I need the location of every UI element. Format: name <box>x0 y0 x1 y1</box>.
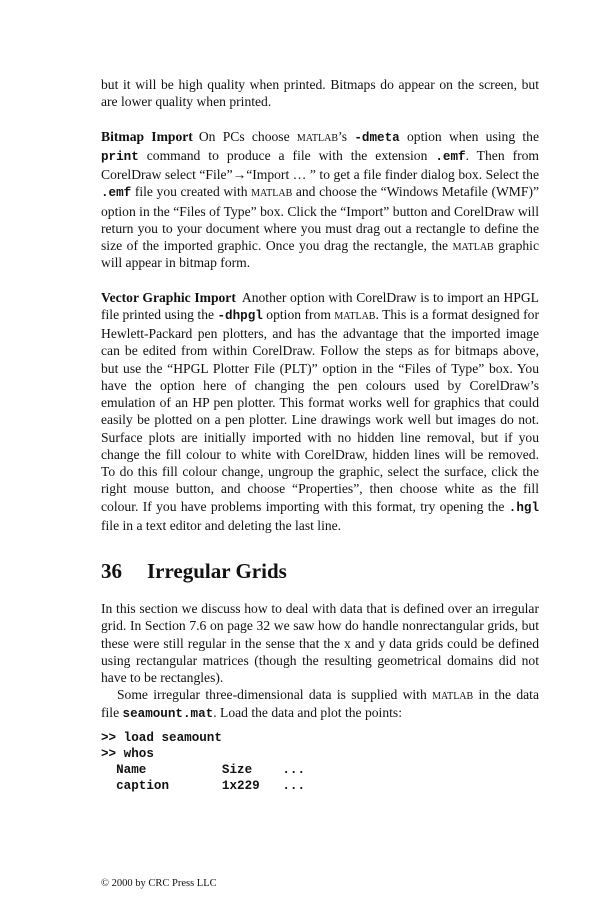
code-seamount-file: seamount.mat <box>122 706 214 721</box>
section-number: 36 <box>101 559 122 583</box>
code-emf-2: .emf <box>101 186 132 201</box>
paragraph-continuation: but it will be high quality when printed. Bitmaps do appear on the screen, but are lower quality when printed. <box>101 77 539 110</box>
paragraph-irregular-intro: In this section we discuss how to deal with data that is defined over an irregular grid. In Section 7.6 on page 32 we saw how do handle nonrectangular grids, but these were still regular in the sense that the x and y data grids could be defined using rectangular matrices (though the resulting geometrical domains did not have to be rectangles). <box>101 601 539 685</box>
text-column <box>101 76 539 795</box>
section-title: Irregular Grids <box>147 559 287 583</box>
matlab-smallcaps: matlab <box>296 128 339 144</box>
runin-heading-vector: Vector Graphic Import <box>101 289 236 305</box>
code-block: >> load seamount >> whos Name Size ... caption 1x229 ... <box>101 730 306 794</box>
paragraph-bitmap-import: Bitmap Import On PCs choose matlab’s -dmeta option when using the print command to produce a file with the extension .emf. Then from CorelDraw select “File”→“Import … ” to get a file finder dialog box. Select the .emf file you created with matlab and choose the “Windows Metafile (WMF)” option in the “Files of Type” box. Click the “Import” button and CorelDraw will return you to your document where you must drag out a rectangle to define the size of the imported graphic. Once you drag the rectangle, the matlab graphic will appear in bitmap form. <box>101 128 540 271</box>
copyright-footer: © 2000 by CRC Press LLC <box>101 878 217 889</box>
code-hgl: .hgl <box>508 500 539 515</box>
runin-heading-bitmap: Bitmap Import <box>101 128 193 144</box>
code-dmeta: -dmeta <box>354 130 400 145</box>
code-dhpgl: -dhpgl <box>217 308 263 323</box>
code-print: print <box>101 149 139 164</box>
paragraph-seamount: Some irregular three-dimensional data is supplied with matlab in the data file seamount.mat. Load the data and plot the points: <box>101 687 539 721</box>
code-emf: .emf <box>435 149 466 164</box>
section-heading <box>101 558 539 584</box>
paragraph-vector-import: Vector Graphic Import Another option with CorelDraw is to import an HPGL file printed using the -dhpgl option from matlab. This is a format designed for Hewlett-Packard pen plotters, and has the advantage that the imported image can be edited from within CorelDraw. Follow the steps as for bitmaps above, but use the “HPGL Plotter File (PLT)” option in the “Files of Type” box. You have the option here of changing the pen colours used by CorelDraw’s emulation of an HP pen plotter. This format works well for graphics that could easily be plotted on a pen plotter. Line drawings work well but images do not. Surface plots are initially imported with no hidden line removal, but if you change the fill colour to white with CorelDraw, hidden lines will be removed. To do this fill colour change, ungroup the graphic, select the surface, click the right mouse button, and choose “Properties”, then choose white as the fill colour. If you have problems importing with this format, try opening the .hgl file in a text editor and deleting the last line. <box>101 289 539 533</box>
